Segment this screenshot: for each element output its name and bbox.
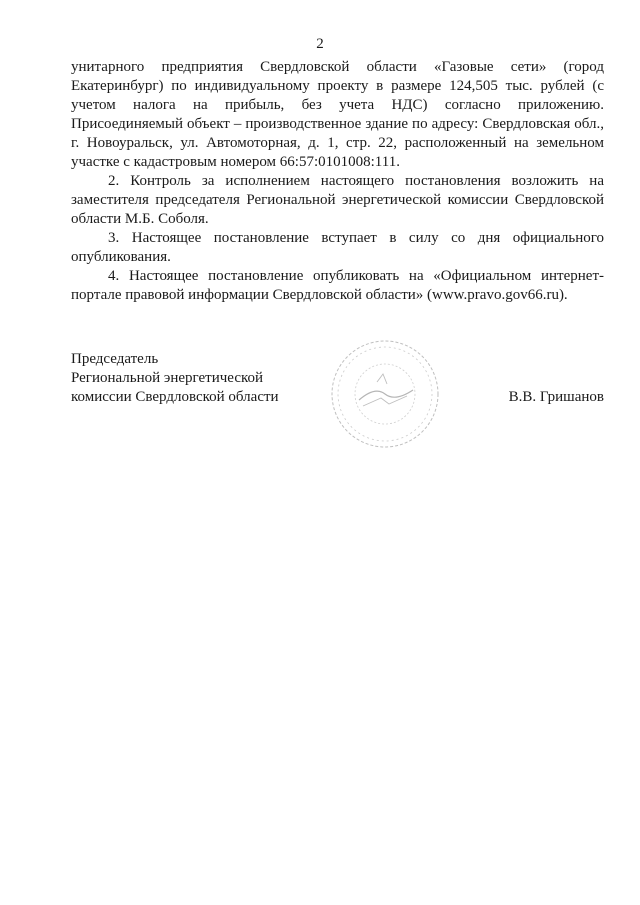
paragraph-publication: 4. Настоящее постановление опубликовать на «Официальном интернет-портале правовой информации Свердловской области» (www.pravo.gov66.ru). (71, 268, 604, 303)
signatory-title-line: комиссии Свердловской области (71, 389, 279, 405)
document-body (71, 58, 604, 305)
paragraph-tariff-continuation: унитарного предприятия Свердловской области «Газовые сети» (город Екатеринбург) по индивидуальному проекту в размере 124,505 тыс. рублей (с учетом налога на прибыль, без учета НДС) согласно приложению. Присоединяемый объект – производственное здание по адресу: Свердловская обл., г. Новоуральск, ул. Автомоторная, д. 1, стр. 22, расположенный на земельном участке с кадастровым номером 66:57:0101008:111. (71, 59, 604, 170)
signatory-title-line: Региональной энергетической (71, 370, 264, 386)
signatory-title-line: Председатель (71, 351, 159, 367)
paragraph-effective-date: 3. Настоящее постановление вступает в силу со дня официального опубликования. (71, 230, 604, 265)
paragraph-control: 2. Контроль за исполнением настоящего постановления возложить на заместителя председателя Региональной энергетической комиссии Свердловской области М.Б. Соболя. (71, 173, 604, 227)
signatory-title (71, 350, 279, 407)
signatory-name: В.В. Гришанов (508, 389, 604, 405)
page-number: 2 (316, 36, 324, 52)
signature-block (71, 350, 604, 440)
official-seal-icon (329, 338, 441, 450)
